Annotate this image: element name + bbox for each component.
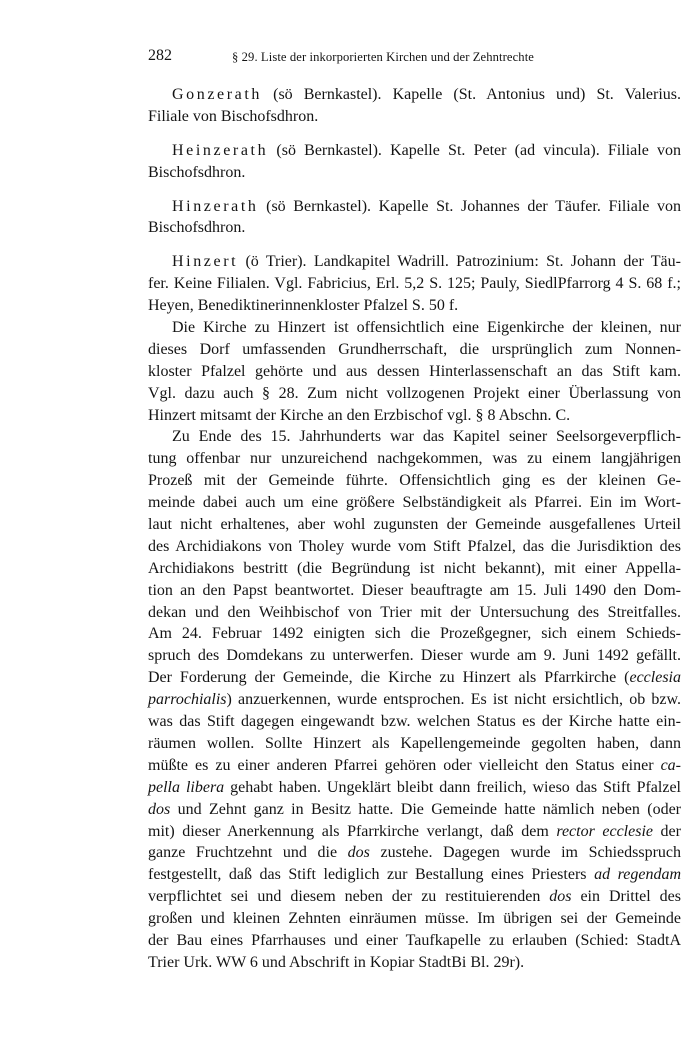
line-content <box>172 426 681 448</box>
line-content <box>148 162 245 184</box>
text-line <box>148 842 681 864</box>
text-run: meinde dabei auch um eine größere Selbständigkeit als Pfarrei. Ein im Wort- <box>148 494 681 512</box>
text-line <box>148 361 681 383</box>
text-line <box>148 162 681 184</box>
text-run: des Archidiakons von Tholey wurde vom Stift Pfalzel, das die Jurisdiktion des <box>148 537 681 555</box>
line-content <box>148 755 681 777</box>
text-line <box>148 492 681 514</box>
text-line <box>148 84 681 106</box>
latin-term: pella libera <box>148 778 225 796</box>
text-run: Der Forderung der Gemeinde, die Kirche zu Hinzert als Pfarrkirche ( <box>148 669 630 687</box>
text-line <box>148 140 681 162</box>
text-line <box>148 777 681 799</box>
line-content <box>148 339 681 361</box>
text-line <box>148 602 681 624</box>
line-content <box>148 777 681 799</box>
text-line <box>148 514 681 536</box>
place-name: Hinzert <box>172 253 239 271</box>
text-line <box>148 196 681 218</box>
text-run: müßte es zu einer anderen Pfarrei gehören oder vielleicht den Status einer <box>148 756 661 774</box>
latin-term: parrochialis <box>148 691 227 709</box>
line-content <box>148 842 681 864</box>
line-content <box>148 667 681 689</box>
line-content <box>148 470 681 492</box>
text-run: ein Drittel des <box>571 888 681 906</box>
body-text <box>148 84 681 974</box>
paragraph <box>148 196 681 240</box>
text-line <box>148 558 681 580</box>
text-run: tung offenbar nur unzureichend nachgekommen, was zu einem langjährigen <box>148 450 681 468</box>
text-line <box>148 580 681 602</box>
text-line <box>148 689 681 711</box>
text-line <box>148 821 681 843</box>
text-run: (ö Trier). Landkapitel Wadrill. Patrozinium: St. Johann der Täu- <box>238 253 681 271</box>
paragraph <box>148 251 681 317</box>
text-run: Zu Ende des 15. Jahrhunderts war das Kapitel seiner Seelsorgeverpflich- <box>172 428 681 446</box>
line-content <box>172 317 681 339</box>
latin-term: ecclesia <box>629 669 681 687</box>
line-content <box>148 383 681 405</box>
text-line <box>148 317 681 339</box>
line-content <box>148 106 318 128</box>
place-name: Hinzerath <box>172 197 259 215</box>
text-run: dekan und den Weihbischof von Trier mit der Untersuchung des Streitfalles. <box>148 603 681 621</box>
latin-term: ca- <box>660 756 681 774</box>
text-line <box>148 711 681 733</box>
text-run: Am 24. Februar 1492 einigten sich die Prozeßgegner, sich einem Schieds- <box>148 625 681 643</box>
text-run: fer. Keine Filialen. Vgl. Fabricius, Erl. 5,2 S. 125; Pauly, SiedlPfarrorg 4 S. 68 f.; <box>148 275 681 293</box>
text-run: dieses Dorf umfassenden Grundherrschaft, die ursprünglich zum Nonnen- <box>148 340 681 358</box>
text-run: mit) dieser Anerkennung als Pfarrkirche verlangt, daß dem <box>148 822 557 840</box>
line-content <box>148 492 681 514</box>
line-content <box>148 711 681 733</box>
line-content <box>148 799 681 821</box>
text-line <box>148 405 681 427</box>
text-line <box>148 623 681 645</box>
line-content <box>148 295 458 317</box>
text-line <box>148 755 681 777</box>
line-content <box>148 405 570 427</box>
text-run: ganze Fruchtzehnt und die <box>148 844 348 862</box>
text-line <box>148 799 681 821</box>
line-content <box>148 602 681 624</box>
text-run: großen und kleinen Zehnten einräumen müsse. Im übrigen sei der Gemeinde <box>148 910 681 928</box>
place-name: Heinzerath <box>172 141 269 159</box>
text-run: zustehe. Dagegen wurde im Schiedsspruch <box>369 844 681 862</box>
line-content <box>148 645 681 667</box>
line-content <box>148 930 681 952</box>
text-line <box>148 536 681 558</box>
text-run: und Zehnt ganz in Besitz hatte. Die Gemeinde hatte nämlich neben (oder <box>170 800 681 818</box>
text-run: gehabt haben. Ungeklärt bleibt dann freilich, wieso das Stift Pfalzel <box>224 778 682 796</box>
text-line <box>148 952 681 974</box>
text-run: Bischofsdhron. <box>148 163 246 181</box>
line-content <box>148 864 681 886</box>
text-line <box>148 426 681 448</box>
line-content <box>148 886 681 908</box>
text-run: Bischofsdhron. <box>148 219 246 237</box>
paragraph <box>148 426 681 973</box>
text-line <box>148 448 681 470</box>
text-run: der Bau eines Pfarrhauses und einer Taufkapelle zu erlauben (Schied: StadtA <box>148 931 681 949</box>
text-line <box>148 908 681 930</box>
paragraph <box>148 84 681 128</box>
text-run: (sö Bernkastel). Kapelle St. Peter (ad vincula). Filiale von <box>268 141 681 159</box>
line-content <box>148 733 681 755</box>
text-line <box>148 295 681 317</box>
text-run: festgestellt, daß das Stift lediglich zur Bestallung eines Priesters <box>148 866 595 884</box>
text-run: spruch des Domdekans zu unterwerfen. Dieser wurde am 9. Juni 1492 gefällt. <box>148 647 681 665</box>
page-number: 282 <box>148 47 172 64</box>
line-content <box>148 448 681 470</box>
text-run: laut nicht erhaltenes, aber wohl zugunsten der Gemeinde ausgefallenes Urteil <box>148 516 681 534</box>
text-line <box>148 645 681 667</box>
text-line <box>148 864 681 886</box>
text-run: Filiale von Bischofsdhron. <box>148 107 319 125</box>
text-run: Prozeß mit der Gemeinde führte. Offensichtlich ging es der kleinen Ge- <box>148 472 681 490</box>
line-content <box>148 689 681 711</box>
text-line <box>148 470 681 492</box>
text-line <box>148 383 681 405</box>
latin-term: dos <box>549 888 572 906</box>
line-content <box>148 558 681 580</box>
latin-term: ad regendam <box>594 866 681 884</box>
paragraph <box>148 140 681 184</box>
text-run: tion an den Papst beantwortet. Dieser beauftragte am 15. Juli 1490 den Dom- <box>148 581 681 599</box>
line-content <box>172 251 681 273</box>
text-run: Die Kirche zu Hinzert ist offensichtlich eine Eigenkirche der kleinen, nur <box>172 319 681 337</box>
text-run: was das Stift dagegen eingewandt bzw. welchen Status es der Kirche hatte ein- <box>148 713 681 731</box>
text-line <box>148 733 681 755</box>
text-line <box>148 339 681 361</box>
running-title: § 29. Liste der inkorporierten Kirchen und der Zehntrechte <box>232 50 534 64</box>
text-line <box>148 217 681 239</box>
text-line <box>148 886 681 908</box>
place-name: Gonzerath <box>172 86 263 103</box>
text-line <box>148 251 681 273</box>
latin-term: rector ecclesie <box>556 822 653 840</box>
line-content <box>148 952 524 974</box>
line-content <box>148 536 681 558</box>
latin-term: dos <box>347 844 370 862</box>
text-run: der <box>653 822 681 840</box>
text-line <box>148 930 681 952</box>
line-content <box>172 140 681 162</box>
latin-term: dos <box>148 800 171 818</box>
line-content <box>148 361 681 383</box>
text-run: ) anzuerkennen, wurde entsprochen. Es ist nicht ersichtlich, ob bzw. <box>226 691 681 709</box>
paragraph <box>148 317 681 426</box>
text-run: räumen wollen. Sollte Hinzert als Kapellengemeinde gegolten haben, dann <box>148 734 681 752</box>
text-run: Heyen, Benediktinerinnenkloster Pfalzel S. 50 f. <box>148 297 459 315</box>
text-run: Hinzert mitsamt der Kirche an den Erzbischof vgl. § 8 Abschn. C. <box>148 406 571 424</box>
line-content <box>148 514 681 536</box>
line-content <box>148 821 681 843</box>
text-run: kloster Pfalzel gehörte und aus dessen Hinterlassenschaft an das Stift kam. <box>148 362 681 380</box>
text-run: Vgl. dazu auch § 28. Zum nicht vollzogenen Projekt einer Überlassung von <box>148 384 681 402</box>
line-content <box>148 273 681 295</box>
text-run: verpflichtet sei und diesem neben der zu restituierenden <box>148 888 550 906</box>
line-content <box>148 623 681 645</box>
line-content <box>148 908 681 930</box>
line-content <box>172 84 681 106</box>
text-run: Trier Urk. WW 6 und Abschrift in Kopiar StadtBi Bl. 29r). <box>148 953 525 971</box>
text-line <box>148 273 681 295</box>
text-run: (sö Bernkastel). Kapelle St. Johannes der Täufer. Filiale von <box>258 197 681 215</box>
text-run: Archidiakons bestritt (die Begründung ist nicht bekannt), mit einer Appella- <box>148 559 681 577</box>
line-content <box>148 217 245 239</box>
line-content <box>172 196 681 218</box>
line-content <box>148 580 681 602</box>
text-run: (sö Bernkastel). Kapelle (St. Antonius und) St. Valerius. <box>262 86 681 103</box>
text-line <box>148 106 681 128</box>
text-line <box>148 667 681 689</box>
